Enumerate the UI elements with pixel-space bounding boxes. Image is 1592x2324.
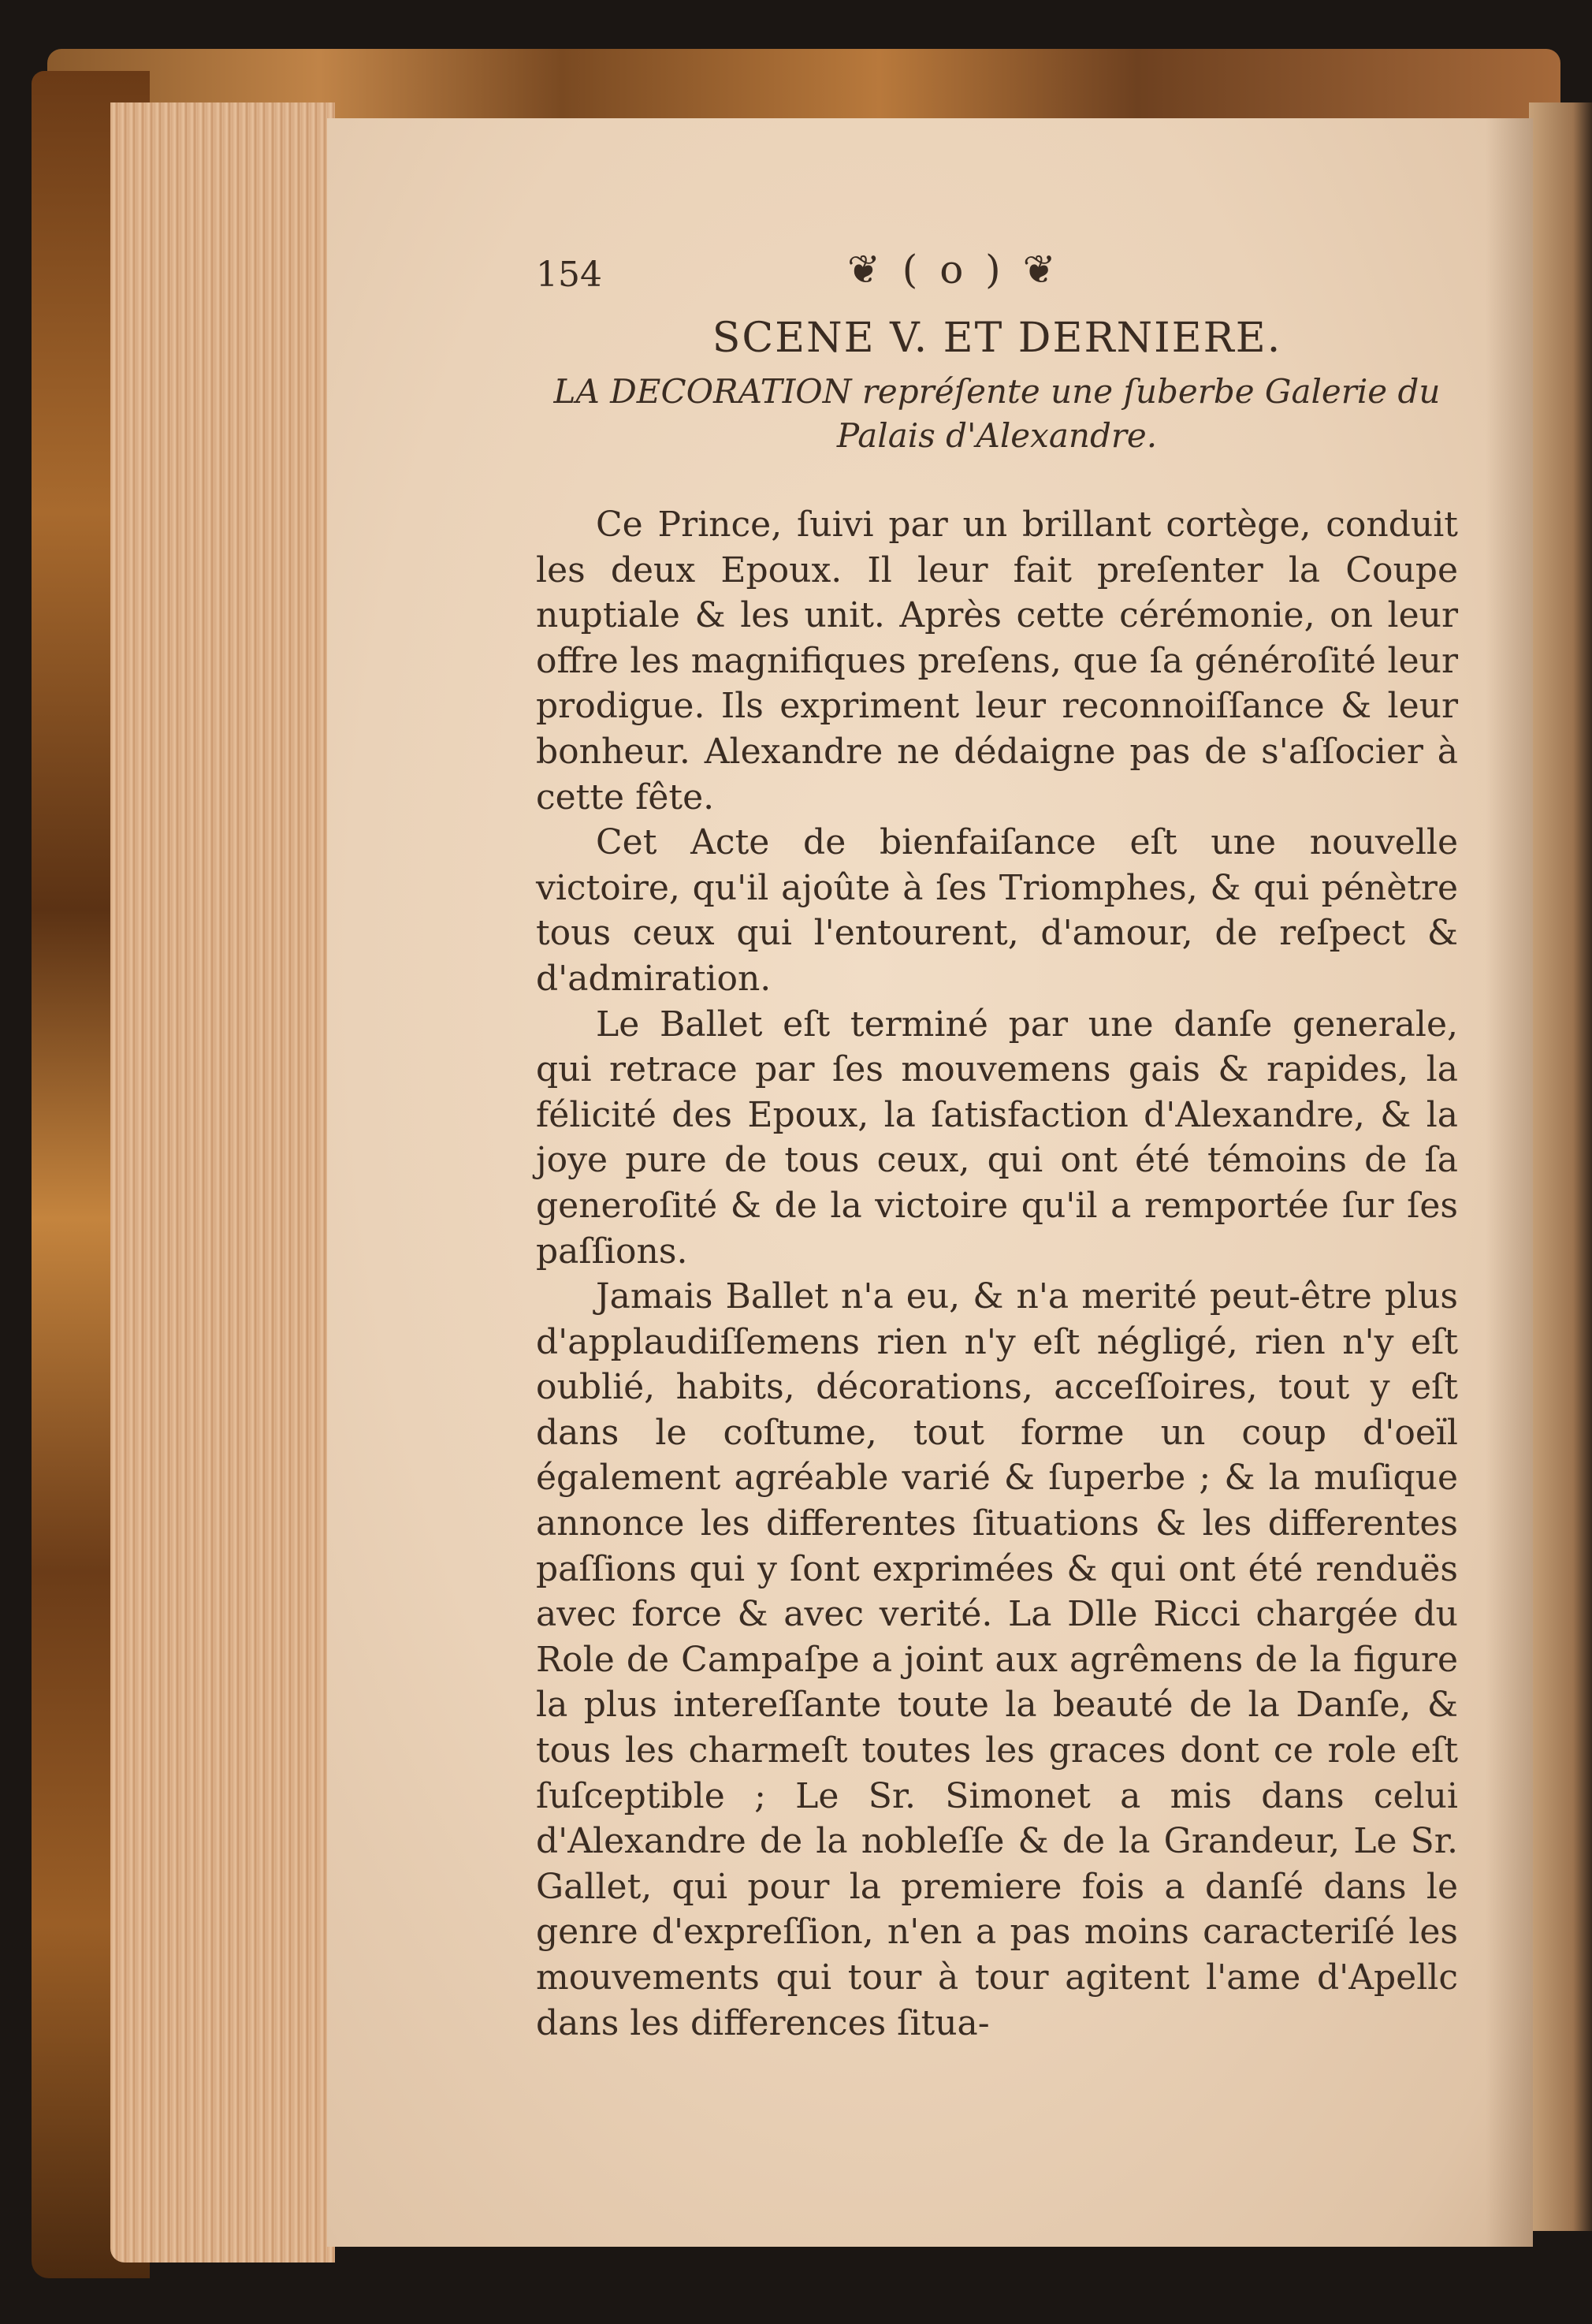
page-gutter-shadow (1486, 118, 1533, 2247)
facing-page-edge (1529, 102, 1592, 2231)
stage-direction: LA DECORATION repréſente une ſuberbe Galerie du Palais d'Alexandre. (553, 372, 1441, 455)
header-ornament: ❦ ( o ) ❦ (847, 247, 1061, 292)
book-page (327, 118, 1533, 2247)
page-number: 154 (536, 255, 602, 295)
paragraph: Jamais Ballet n'a eu, & n'a merité peut-être plus d'applaudiſſemens rien n'y eſt négligé, rien n'y eſt oublié, habits, décorations, acceſſoires, tout y eſt dans le coſtume, tout forme un coup d'oeïl également agréable varié & ſuperbe ; & la muſique annonce les differentes ſituations & les differentes paſſions qui y ſont exprimées & qui ont été renduës avec force & avec verité. La Dlle Ricci chargée du Role de Campaſpe a joint aux agrêmens de la figure la plus intereſſante toute la beauté de la Danſe, & tous les charmeſt toutes les graces dont ce role eſt ſuſceptible ; Le Sr. Simonet a mis dans celui d'Alexandre de la nobleſſe & de la Grandeur, Le Sr. Gallet, qui pour la premiere fois a danſé dans le genre d'expreſſion, n'en a pas moins caracteriſé les mouvements qui tour à tour agitent l'ame d'Apellc dans les differences ſitua- (536, 1276, 1458, 2043)
paragraph: Le Ballet eſt terminé par une danſe generale, qui retrace par ſes mouvemens gais & rapides, la félicité des Epoux, la ſatisfaction d'Alexandre, & la joye pure de tous ceux, qui ont été témoins de ſa generoſité & de la victoire qu'il a remportée ſur ſes paſſions. (536, 1004, 1458, 1272)
scene-title: SCENE V. ET DERNIERE. (712, 315, 1282, 362)
running-header (536, 240, 1458, 311)
text-block (536, 240, 1458, 2046)
paragraph: Cet Acte de bienfaiſance eſt une nouvelle victoire, qu'il ajoûte à ſes Triomphes, & qui pénètre tous ceux qui l'entourent, d'amour, de reſpect & d'admiration. (536, 822, 1458, 999)
page-edges (110, 102, 335, 2263)
paragraph: Ce Prince, ſuivi par un brillant cortège, conduit les deux Epoux. Il leur fait preſenter la Coupe nuptiale & les unit. Après cette cérémonie, on leur offre les magnifiques preſens, que ſa généroſité leur prodigue. Ils expriment leur reconnoiſſance & leur bonheur. Alexandre ne dédaigne pas de s'aſſocier à cette fête. (536, 505, 1458, 817)
